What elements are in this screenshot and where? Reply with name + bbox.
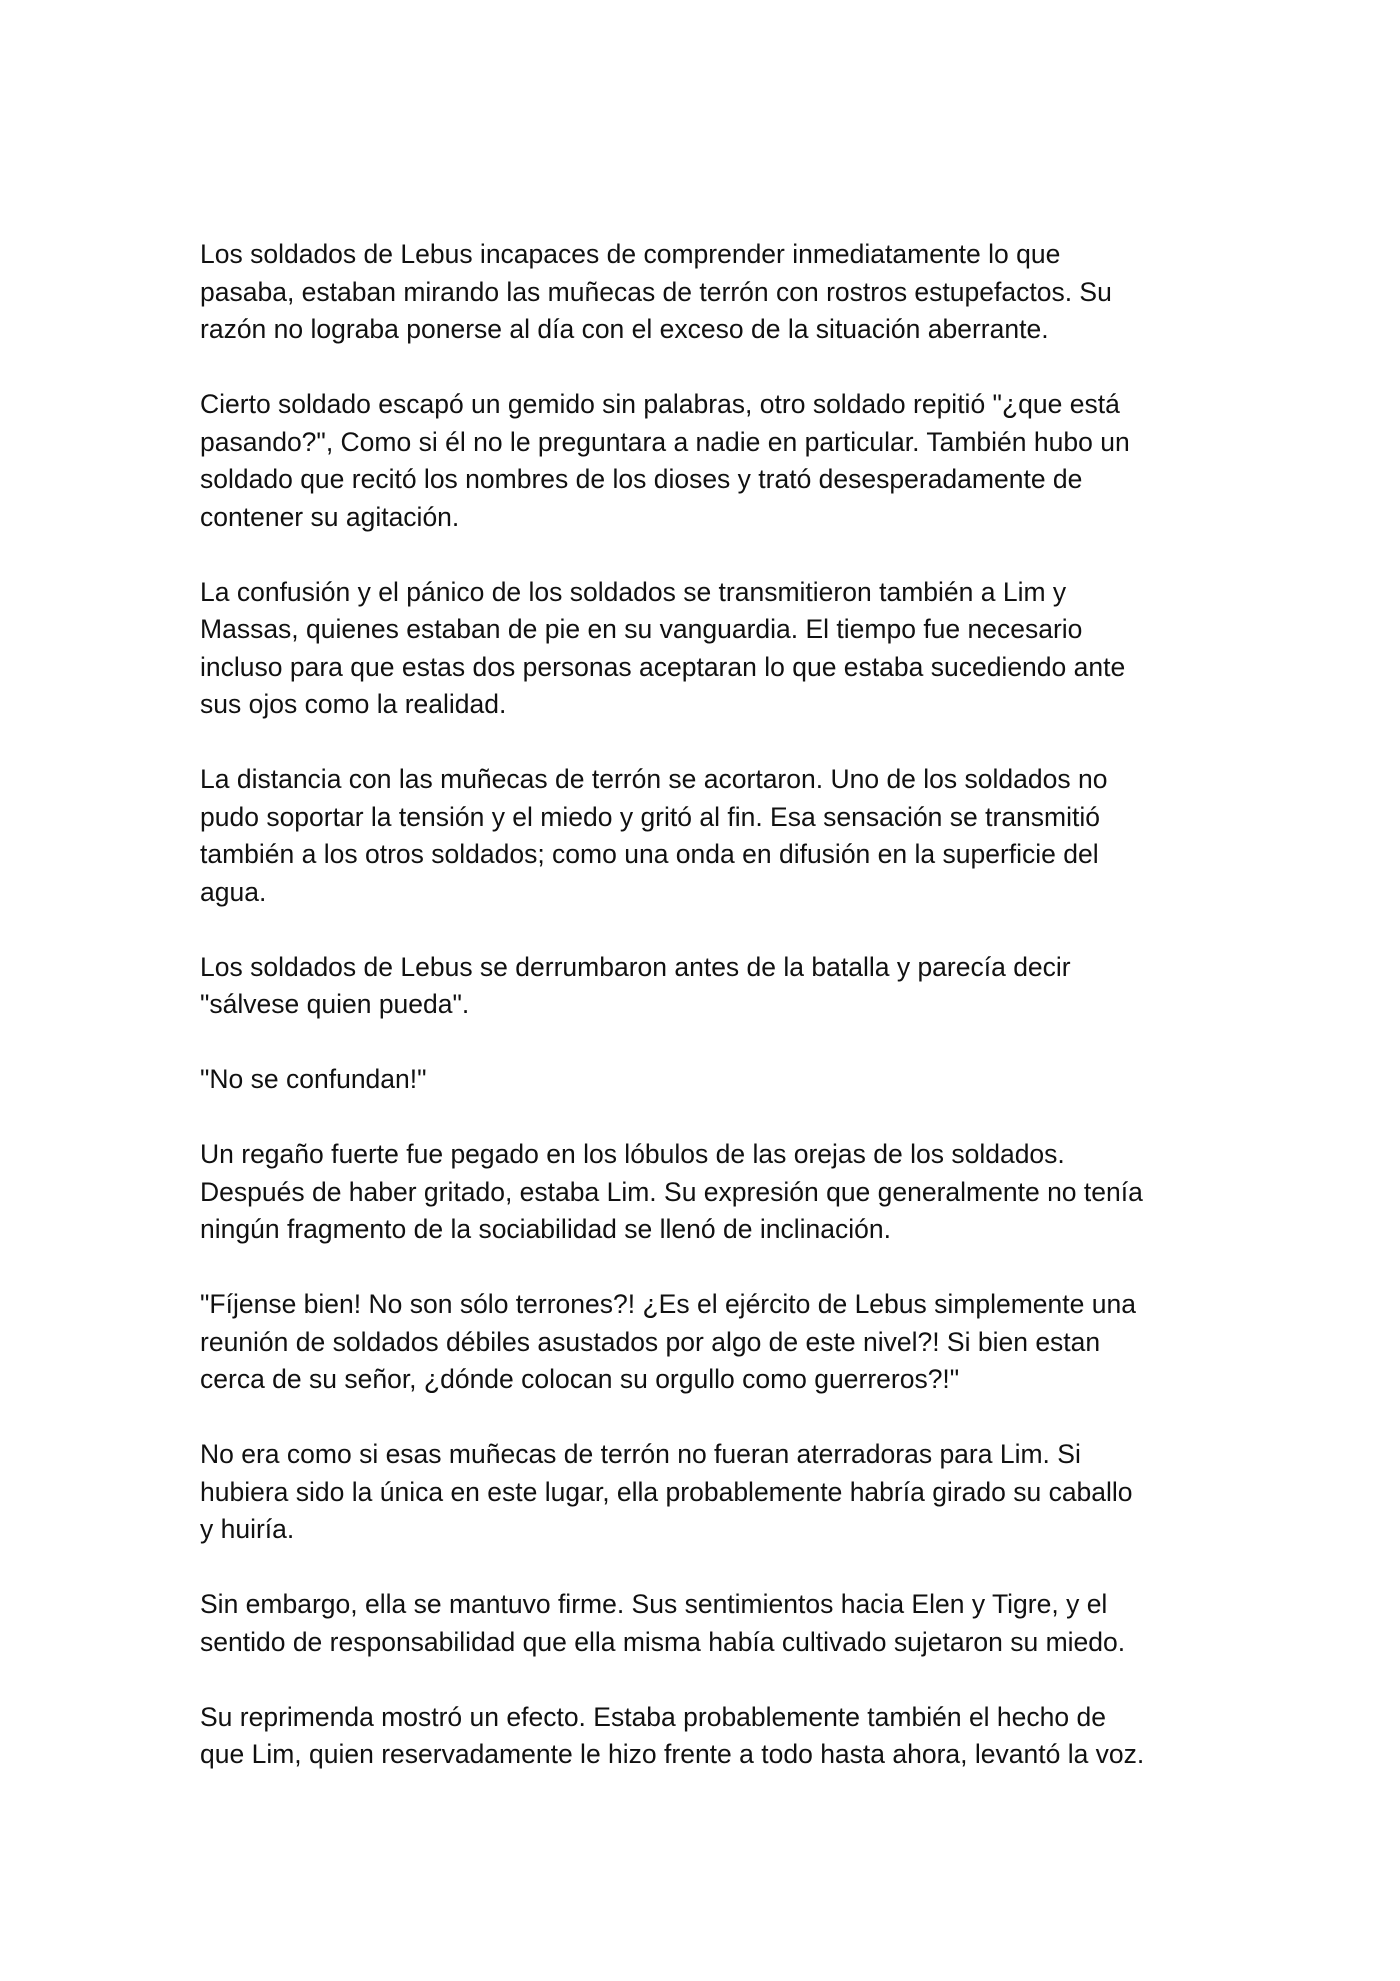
paragraph xyxy=(200,1436,1200,1549)
text-line: razón no lograba ponerse al día con el exceso de la situación aberrante. xyxy=(200,314,1049,344)
text-line: La distancia con las muñecas de terrón se acortaron. Uno de los soldados no xyxy=(200,764,1108,794)
paragraph xyxy=(200,1586,1200,1661)
paragraph xyxy=(200,574,1200,724)
text-line: Su reprimenda mostró un efecto. Estaba probablemente también el hecho de xyxy=(200,1701,1106,1732)
text-line: "Fíjense bien! No son sólo terrones?! ¿Es el ejército de Lebus simplemente una xyxy=(200,1289,1136,1319)
text-line: también a los otros soldados; como una onda en difusión en la superficie del xyxy=(200,839,1099,869)
text-line: pasando?", Como si él no le preguntara a nadie en particular. También hubo un xyxy=(200,426,1130,457)
paragraph xyxy=(200,761,1200,911)
text-line: reunión de soldados débiles asustados por algo de este nivel?! Si bien estan xyxy=(200,1326,1101,1357)
text-line: que Lim, quien reservadamente le hizo frente a todo hasta ahora, levantó la voz. xyxy=(200,1739,1145,1769)
text-line: soldado que recitó los nombres de los dioses y trató desesperadamente de xyxy=(200,464,1083,494)
text-line: incluso para que estas dos personas aceptaran lo que estaba sucediendo ante xyxy=(200,651,1126,682)
text-line: y huiría. xyxy=(200,1514,295,1544)
text-line: cerca de su señor, ¿dónde colocan su orgullo como guerreros?!" xyxy=(200,1364,960,1394)
text-line: contener su agitación. xyxy=(200,501,460,532)
text-line: hubiera sido la única en este lugar, ella probablemente habría girado su caballo xyxy=(200,1476,1133,1507)
paragraph xyxy=(200,1061,1200,1099)
paragraph xyxy=(200,1286,1200,1399)
text-line: Un regaño fuerte fue pegado en los lóbulos de las orejas de los soldados. xyxy=(200,1139,1065,1169)
text-line: La confusión y el pánico de los soldados se transmitieron también a Lim y xyxy=(200,576,1067,607)
text-line: "No se confundan!" xyxy=(200,1064,427,1094)
text-line: pudo soportar la tensión y el miedo y gritó al fin. Esa sensación se transmitió xyxy=(200,801,1100,832)
text-line: Cierto soldado escapó un gemido sin palabras, otro soldado repitió "¿que está xyxy=(200,389,1120,419)
paragraph xyxy=(200,236,1200,349)
text-line: sentido de responsabilidad que ella misma había cultivado sujetaron su miedo. xyxy=(200,1626,1126,1657)
text-line: pasaba, estaban mirando las muñecas de terrón con rostros estupefactos. Su xyxy=(200,276,1112,307)
text-line: sus ojos como la realidad. xyxy=(200,689,507,719)
paragraph xyxy=(200,1699,1200,1774)
paragraph xyxy=(200,386,1200,536)
paragraph xyxy=(200,1136,1200,1249)
text-line: Sin embargo, ella se mantuvo firme. Sus sentimientos hacia Elen y Tigre, y el xyxy=(200,1589,1108,1619)
text-line: Los soldados de Lebus incapaces de comprender inmediatamente lo que xyxy=(200,239,1061,269)
text-line: Massas, quienes estaban de pie en su vanguardia. El tiempo fue necesario xyxy=(200,614,1083,644)
document-page xyxy=(200,236,1200,1811)
text-line: "sálvese quien pueda". xyxy=(200,989,470,1019)
text-line: Los soldados de Lebus se derrumbaron antes de la batalla y parecía decir xyxy=(200,951,1071,982)
text-line: ningún fragmento de la sociabilidad se llenó de inclinación. xyxy=(200,1214,891,1244)
text-line: Después de haber gritado, estaba Lim. Su expresión que generalmente no tenía xyxy=(200,1176,1143,1207)
text-line: No era como si esas muñecas de terrón no fueran aterradoras para Lim. Si xyxy=(200,1439,1081,1469)
paragraph xyxy=(200,949,1200,1024)
text-line: agua. xyxy=(200,876,267,907)
